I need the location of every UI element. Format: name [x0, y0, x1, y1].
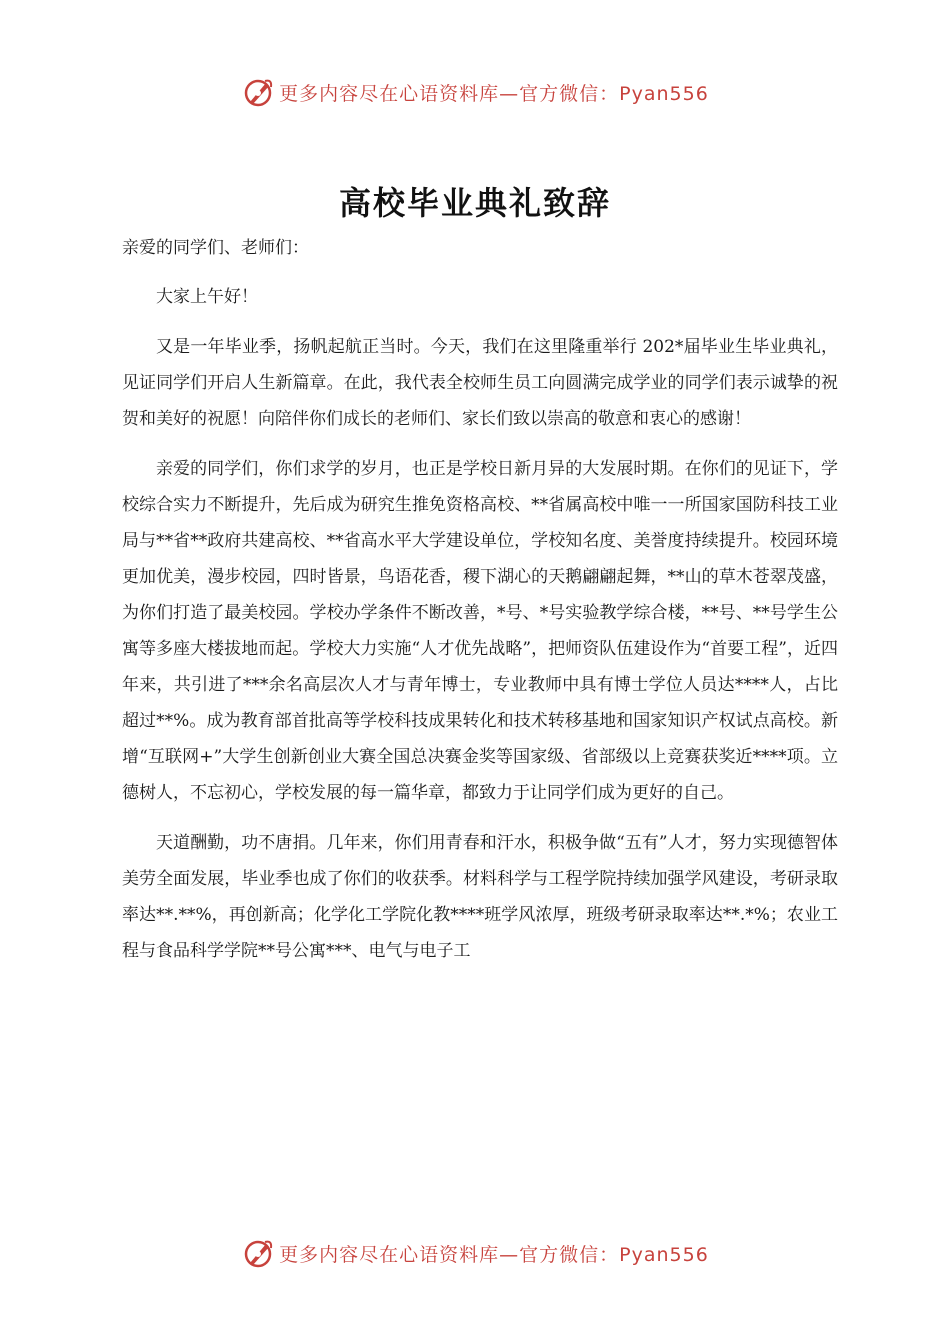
quill-pen-logo-icon — [241, 75, 275, 109]
document-title: 高校毕业典礼致辞 — [338, 184, 611, 222]
header-banner — [0, 72, 950, 112]
document-body — [122, 230, 838, 983]
footer-banner-text: 更多内容尽在心语资料库—官方微信：Pyan556 — [279, 1243, 709, 1266]
header-banner-text: 更多内容尽在心语资料库—官方微信：Pyan556 — [279, 82, 709, 105]
paragraph-school-development: 亲爱的同学们，你们求学的岁月，也正是学校日新月异的大发展时期。在你们的见证下，学校综合实力不断提升，先后成为研究生推免资格高校、**省属高校中唯一一所国家国防科技工业局与**省**政府共建高校、**省高水平大学建设单位，学校知名度、美誉度持续提升。校园环境更加优美，漫步校园，四时皆景，鸟语花香，稷下湖心的天鹅翩翩起舞，**山的草木苍翠茂盛，为你们打造了最美校园。学校办学条件不断改善，*号、*号实验教学综合楼，**号、**号学生公寓等多座大楼拔地而起。学校大力实施“人才优先战略”，把师资队伍建设作为“首要工程”，近四年来，共引进了***余名高层次人才与青年博士，专业教师中具有博士学位人员达****人，占比超过**%。成为教育部首批高等学校科技成果转化和技术转移基地和国家知识产权试点高校。新增“互联网+”大学生创新创业大赛全国总决赛金奖等国家级、省部级以上竞赛获奖近****项。立德树人，不忘初心，学校发展的每一篇华章，都致力于让同学们成为更好的自己。 — [122, 459, 838, 803]
footer-banner — [0, 1233, 950, 1273]
quill-pen-logo-icon — [241, 1236, 275, 1270]
paragraph-ceremony-opening: 又是一年毕业季，扬帆起航正当时。今天，我们在这里隆重举行 202*届毕业生毕业典礼，见证同学们开启人生新篇章。在此，我代表全校师生员工向圆满完成学业的同学们表示诚挚的祝贺和美好的祝愿！向陪伴你们成长的老师们、家长们致以崇高的敬意和衷心的感谢！ — [122, 337, 838, 429]
salutation: 亲爱的同学们、老师们： — [122, 238, 309, 258]
paragraph-greeting: 大家上午好！ — [156, 287, 258, 307]
paragraph-student-achievements: 天道酬勤，功不唐捐。几年来，你们用青春和汗水，积极争做“五有”人才，努力实现德智体美劳全面发展，毕业季也成了你们的收获季。材料科学与工程学院持续加强学风建设，考研录取率达**.**%，再创新高；化学化工学院化教****班学风浓厚，班级考研录取率达**.*%；农业工程与食品科学学院**号公寓***、电气与电子工 — [122, 833, 838, 961]
